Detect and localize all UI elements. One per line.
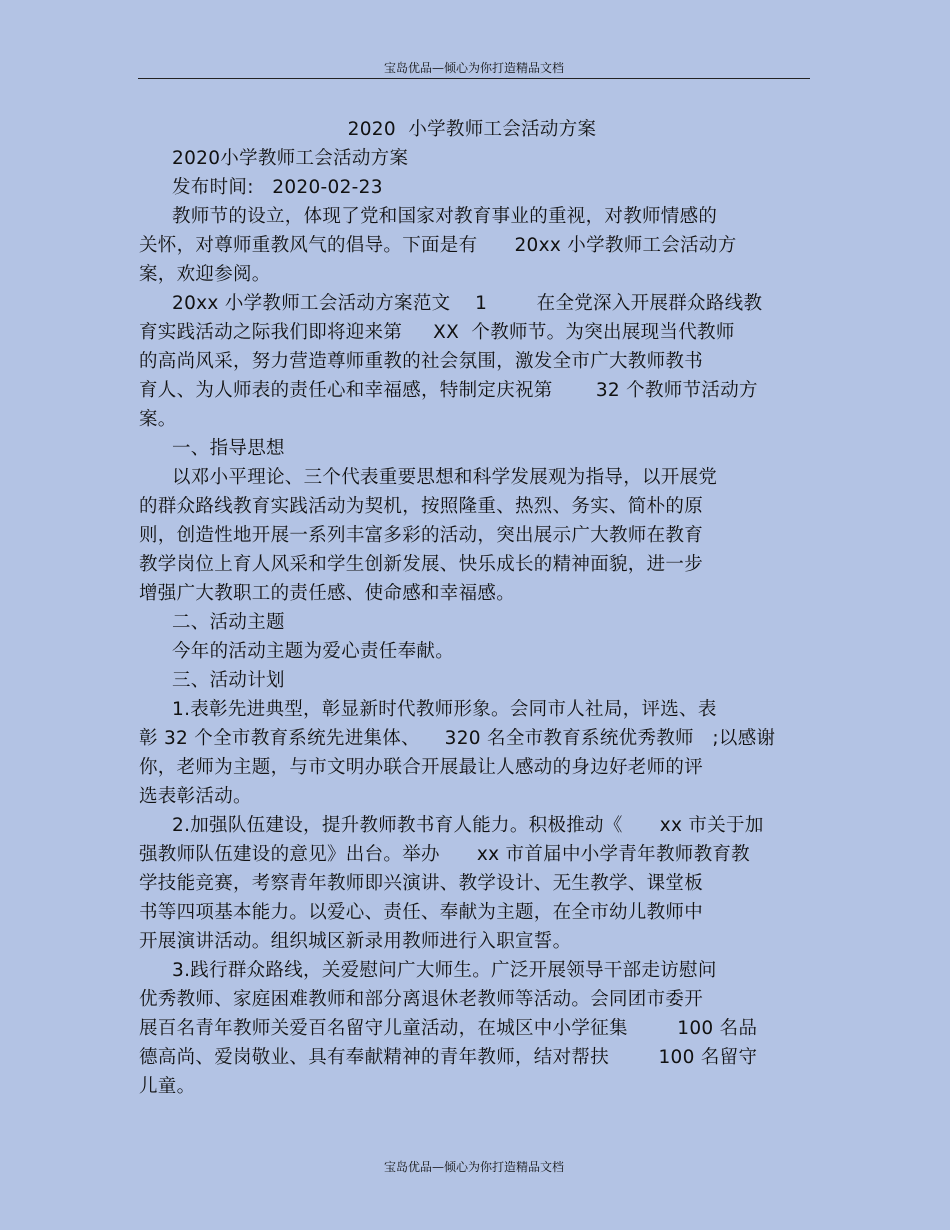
doc-subtitle: 2020小学教师工会活动方案 xyxy=(172,148,409,169)
paragraph-line: 展百名青年教师关爱百名留守儿童活动，在城区中小学征集 100 名品 xyxy=(139,1018,758,1039)
paragraph-line: 学技能竞赛，考察青年教师即兴演讲、教学设计、无生教学、课堂板 xyxy=(139,873,704,894)
paragraph-line: 德高尚、爱岗敬业、具有奉献精神的青年教师，结对帮扶 100 名留守 xyxy=(139,1047,758,1068)
paragraph-line: 育人、为人师表的责任心和幸福感，特制定庆祝第 32 个教师节活动方 xyxy=(139,380,758,401)
paragraph-line: 20xx 小学教师工会活动方案范文 1 在全党深入开展群众路线教 xyxy=(172,293,763,314)
paragraph-line: 教师节的设立，体现了党和国家对教育事业的重视，对教师情感的 xyxy=(172,206,718,227)
document-title: 2020 小学教师工会活动方案 xyxy=(347,119,597,140)
paragraph-line: 今年的活动主题为爱心责任奉献。 xyxy=(172,641,455,662)
section-heading: 一、指导思想 xyxy=(172,438,285,459)
paragraph-line: 则，创造性地开展一系列丰富多彩的活动，突出展示广大教师在教育 xyxy=(139,525,704,546)
paragraph-line: 案，欢迎参阅。 xyxy=(139,264,271,285)
paragraph-line: 3.践行群众路线，关爱慰问广大师生。广泛开展领导干部走访慰问 xyxy=(172,960,717,981)
document-body xyxy=(139,115,805,1101)
paragraph-line: 书等四项基本能力。以爱心、责任、奉献为主题，在全市幼儿教师中 xyxy=(139,902,704,923)
publish-time: 发布时间: 2020-02-23 xyxy=(172,177,383,198)
paragraph-line: 选表彰活动。 xyxy=(139,786,252,807)
paragraph-line: 增强广大教职工的责任感、使命感和幸福感。 xyxy=(139,583,516,604)
paragraph-line: 教学岗位上育人风采和学生创新发展、快乐成长的精神面貌，进一步 xyxy=(139,554,704,575)
paragraph-line: 开展演讲活动。组织城区新录用教师进行入职宣誓。 xyxy=(139,931,572,952)
page-header: 宝岛优品—倾心为你打造精品文档 xyxy=(138,58,810,79)
paragraph-line: 的群众路线教育实践活动为契机，按照隆重、热烈、务实、简朴的原 xyxy=(139,496,704,517)
paragraph-line: 优秀教师、家庭困难教师和部分离退休老教师等活动。会同团市委开 xyxy=(139,989,704,1010)
section-heading: 二、活动主题 xyxy=(172,612,285,633)
paragraph-line: 强教师队伍建设的意见》出台。举办 xx 市首届中小学青年教师教育教 xyxy=(139,844,750,865)
paragraph-line: 以邓小平理论、三个代表重要思想和科学发展观为指导，以开展党 xyxy=(172,467,718,488)
paragraph-line: 儿童。 xyxy=(139,1076,196,1097)
paragraph-line: 1.表彰先进典型，彰显新时代教师形象。会同市人社局，评选、表 xyxy=(172,699,717,720)
paragraph-line: 的高尚风采，努力营造尊师重教的社会氛围，激发全市广大教师教书 xyxy=(139,351,704,372)
paragraph-line: 育实践活动之际我们即将迎来第 XX 个教师节。为突出展现当代教师 xyxy=(139,322,735,343)
page-footer: 宝岛优品—倾心为你打造精品文档 xyxy=(383,1160,564,1174)
paragraph-line: 关怀，对尊师重教风气的倡导。下面是有 20xx 小学教师工会活动方 xyxy=(139,235,737,256)
paragraph-line: 彰 32 个全市教育系统先进集体、 320 名全市教育系统优秀教师 ;以感谢 xyxy=(139,728,776,749)
paragraph-line: 案。 xyxy=(139,409,177,430)
section-heading: 三、活动计划 xyxy=(172,670,285,691)
paragraph-line: 2.加强队伍建设，提升教师教书育人能力。积极推动《 xx 市关于加 xyxy=(172,815,764,836)
paragraph-line: 你，老师为主题，与市文明办联合开展最让人感动的身边好老师的评 xyxy=(139,757,704,778)
